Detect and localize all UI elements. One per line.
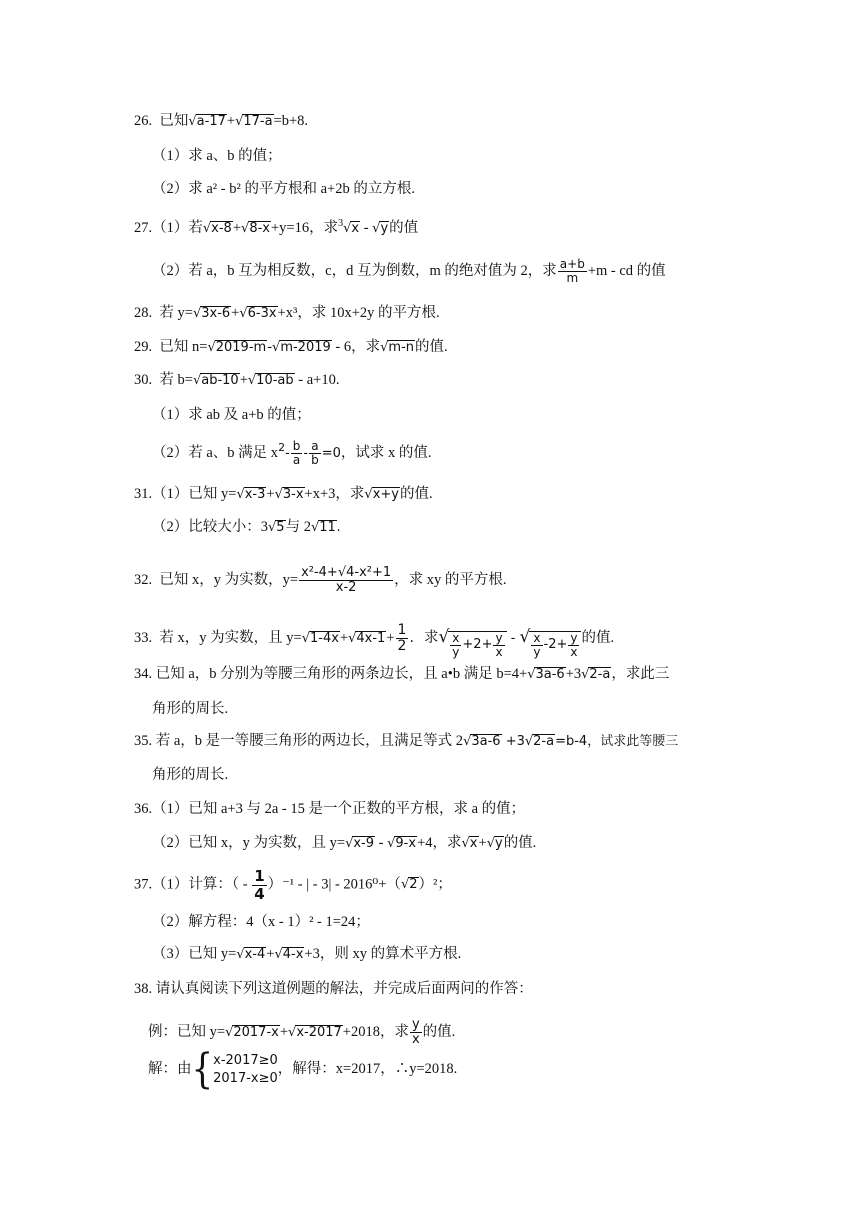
problem-32: 32. 已知 x，y 为实数，y= $\frac{\text{x²-4+√4-x²+1}}{x-2}$ ，求 xy 的平方根. <box>134 565 507 596</box>
problem-36-part1: 36.（1）已知 a+3 与 2a - 15 是一个正数的平方根，求 a 的值； <box>134 801 526 817</box>
problem-31-part2: （2）比较大小：3√5与 2√11. <box>152 519 341 535</box>
problem-38-solution: 解：由{ x-2017≥0 2017-x≥0 ，解得：x=2017，∴y=2018. <box>148 1045 458 1094</box>
problem-33: 33. 若 x，y 为实数，且 y=√1-4x+√4x-1+ $\frac{1}{2}$ ．求√ $\frac{x}{y}$ +2+ $\frac{y}{x}$ - √ $\frac{x}{y}$ -2+ $\frac{y}{x}$ 的值. <box>134 622 615 660</box>
problem-37-part1: 37.（1）计算：（ - $\frac{1}{4}$ ）⁻¹ - | - 3| - 2016⁰+（√2）²； <box>134 867 452 903</box>
problem-35-line2: 角形的周长. <box>152 767 229 783</box>
problem-27: 27.（1）若√x-8+√8-x+y=16，求$^3$√x - √y的值 <box>134 218 419 236</box>
problem-28: 28. 若 y=√3x-6+√6-3x+x³，求 10x+2y 的平方根. <box>134 305 440 321</box>
problem-26-part1: （1）求 a、b 的值； <box>152 148 282 164</box>
problem-27-part2: （2）若 a，b 互为相反数，c，d 互为倒数，m 的绝对值为 2，求 $\frac{a+b}{m}$ +m - cd 的值 <box>152 257 666 286</box>
problem-31: 31.（1）已知 y=√x-3+√3-x+x+3，求√x+y的值. <box>134 486 433 502</box>
problem-38: 38. 请认真阅读下列这道例题的解法，并完成后面两问的作答： <box>134 981 533 997</box>
problem-35-line1: 35. 若 a，b 是一等腰三角形的两边长，且满足等式 2√3a-6 +3√2-a=b-4，试求此等腰三 <box>134 733 679 749</box>
problem-38-example: 例：已知 y=√2017-x+√x-2017+2018，求 $\frac{y}{x}$ 的值. <box>148 1017 456 1048</box>
problem-30-part2: （2）若 a、b 满足 $x^2-$ $\frac{b}{a}$ - $\frac{a}{b}$ =0，试求 x 的值. <box>152 439 432 468</box>
problem-30: 30. 若 b=√ab-10+√10-ab - a+10. <box>134 372 340 388</box>
problem-30-part1: （1）求 ab 及 a+b 的值； <box>152 407 311 423</box>
problem-26-part2: （2）求 a² - b² 的平方根和 a+2b 的立方根. <box>152 181 415 197</box>
problem-29: 29. 已知 n=√2019-m-√m-2019 - 6，求√m-n的值. <box>134 339 448 355</box>
problem-36-part2: （2）已知 x，y 为实数，且 y=√x-9 - √9-x+4，求√x+√y的值. <box>152 835 537 851</box>
problem-37-part3: （3）已知 y=√x-4+√4-x+3，则 xy 的算术平方根. <box>152 946 462 962</box>
problem-34-line2: 角形的周长. <box>152 701 229 717</box>
problem-37-part2: （2）解方程：4（x - 1）² - 1=24； <box>152 914 370 930</box>
problem-26: 26. 已知√a-17+√17-a=b+8. <box>134 113 309 129</box>
problem-34-line1: 34. 已知 a，b 分别为等腰三角形的两条边长，且 a•b 满足 b=4+√3a-6+3√2-a，求此三 <box>134 666 670 682</box>
